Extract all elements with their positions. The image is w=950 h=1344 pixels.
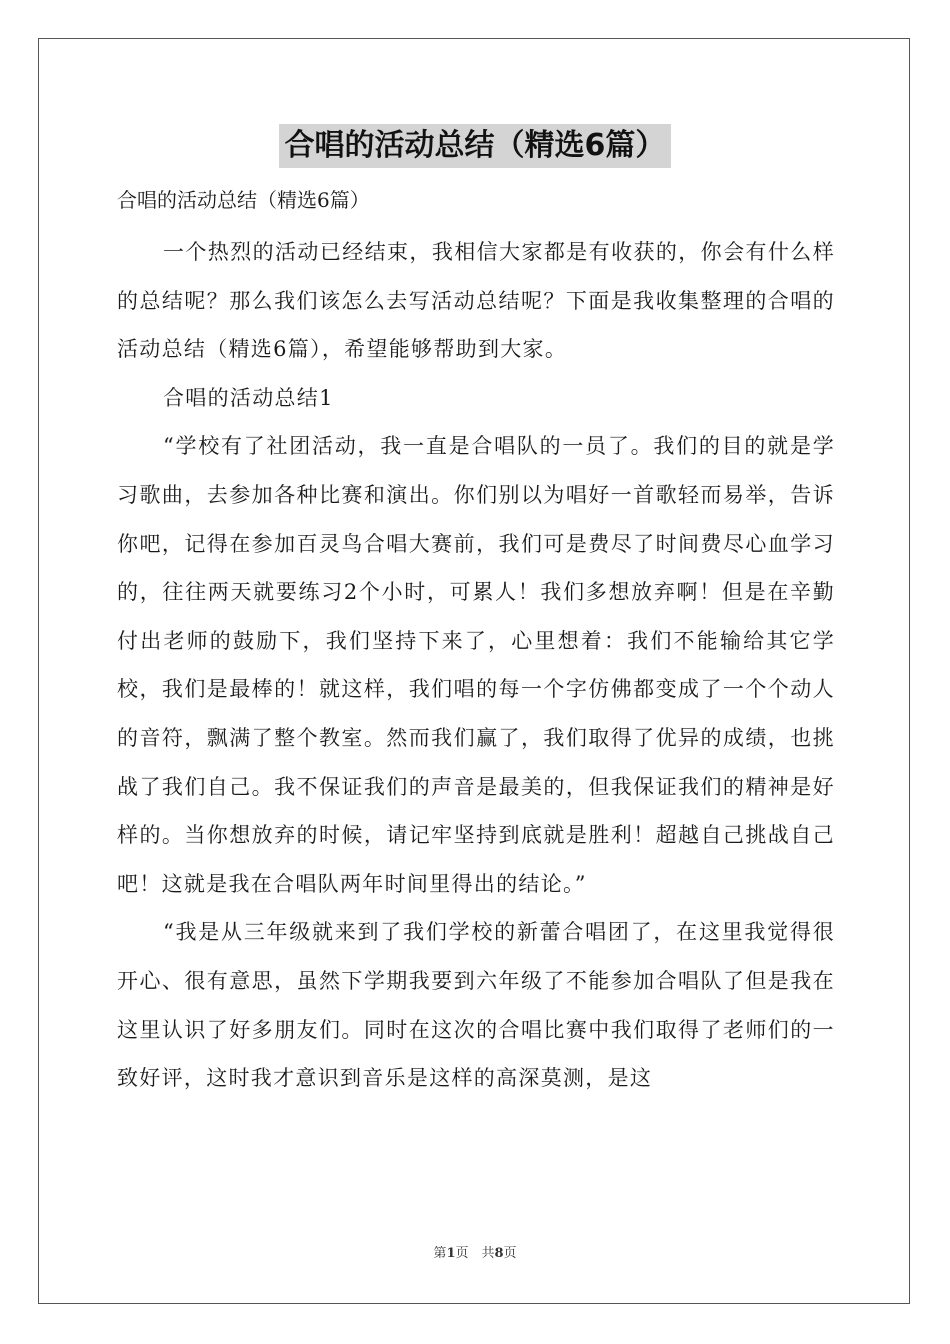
page-footer [0,1242,950,1261]
paragraph-quote-1: “学校有了社团活动，我一直是合唱队的一员了。我们的目的就是学习歌曲，去参加各种比赛和演出。你们别以为唱好一首歌轻而易举，告诉你吧，记得在参加百灵鸟合唱大赛前，我们可是费尽了时间费尽心血学习的，往往两天就要练习2个小时，可累人！我们多想放弃啊！但是在辛勤付出老师的鼓励下，我们坚持下来了，心里想着：我们不能输给其它学校，我们是最棒的！就这样，我们唱的每一个字仿佛都变成了一个个动人的音符，飘满了整个教室。然而我们赢了，我们取得了优异的成绩，也挑战了我们自己。我不保证我们的声音是最美的，但我保证我们的精神是好样的。当你想放弃的时候，请记牢坚持到底就是胜利！超越自己挑战自己吧！这就是我在合唱队两年时间里得出的结论。” [117,434,835,896]
page-prefix: 第 [433,1246,447,1261]
document-body [117,228,835,1103]
title-container [0,124,950,168]
paragraph-intro: 一个热烈的活动已经结束，我相信大家都是有收获的，你会有什么样的总结呢？那么我们该怎么去写活动总结呢？下面是我收集整理的合唱的活动总结（精选6篇），希望能够帮助到大家。 [117,240,835,362]
page-suffix: 页 [503,1246,517,1261]
paragraph-quote-2: “我是从三年级就来到了我们学校的新蕾合唱团了，在这里我觉得很开心、很有意思，虽然下学期我要到六年级了不能参加合唱队了但是我在这里认识了好多朋友们。同时在这次的合唱比赛中我们取得了老师们的一致好评，这时我才意识到音乐是这样的高深莫测，是这 [117,920,835,1091]
document-subtitle: 合唱的活动总结（精选6篇） [117,188,370,212]
document-title: 合唱的活动总结（精选6篇） [279,124,672,168]
page-current: 1 [446,1246,456,1261]
page-total: 8 [494,1246,504,1261]
section-heading: 合唱的活动总结1 [163,385,334,410]
page-mid: 页 共 [455,1246,495,1261]
